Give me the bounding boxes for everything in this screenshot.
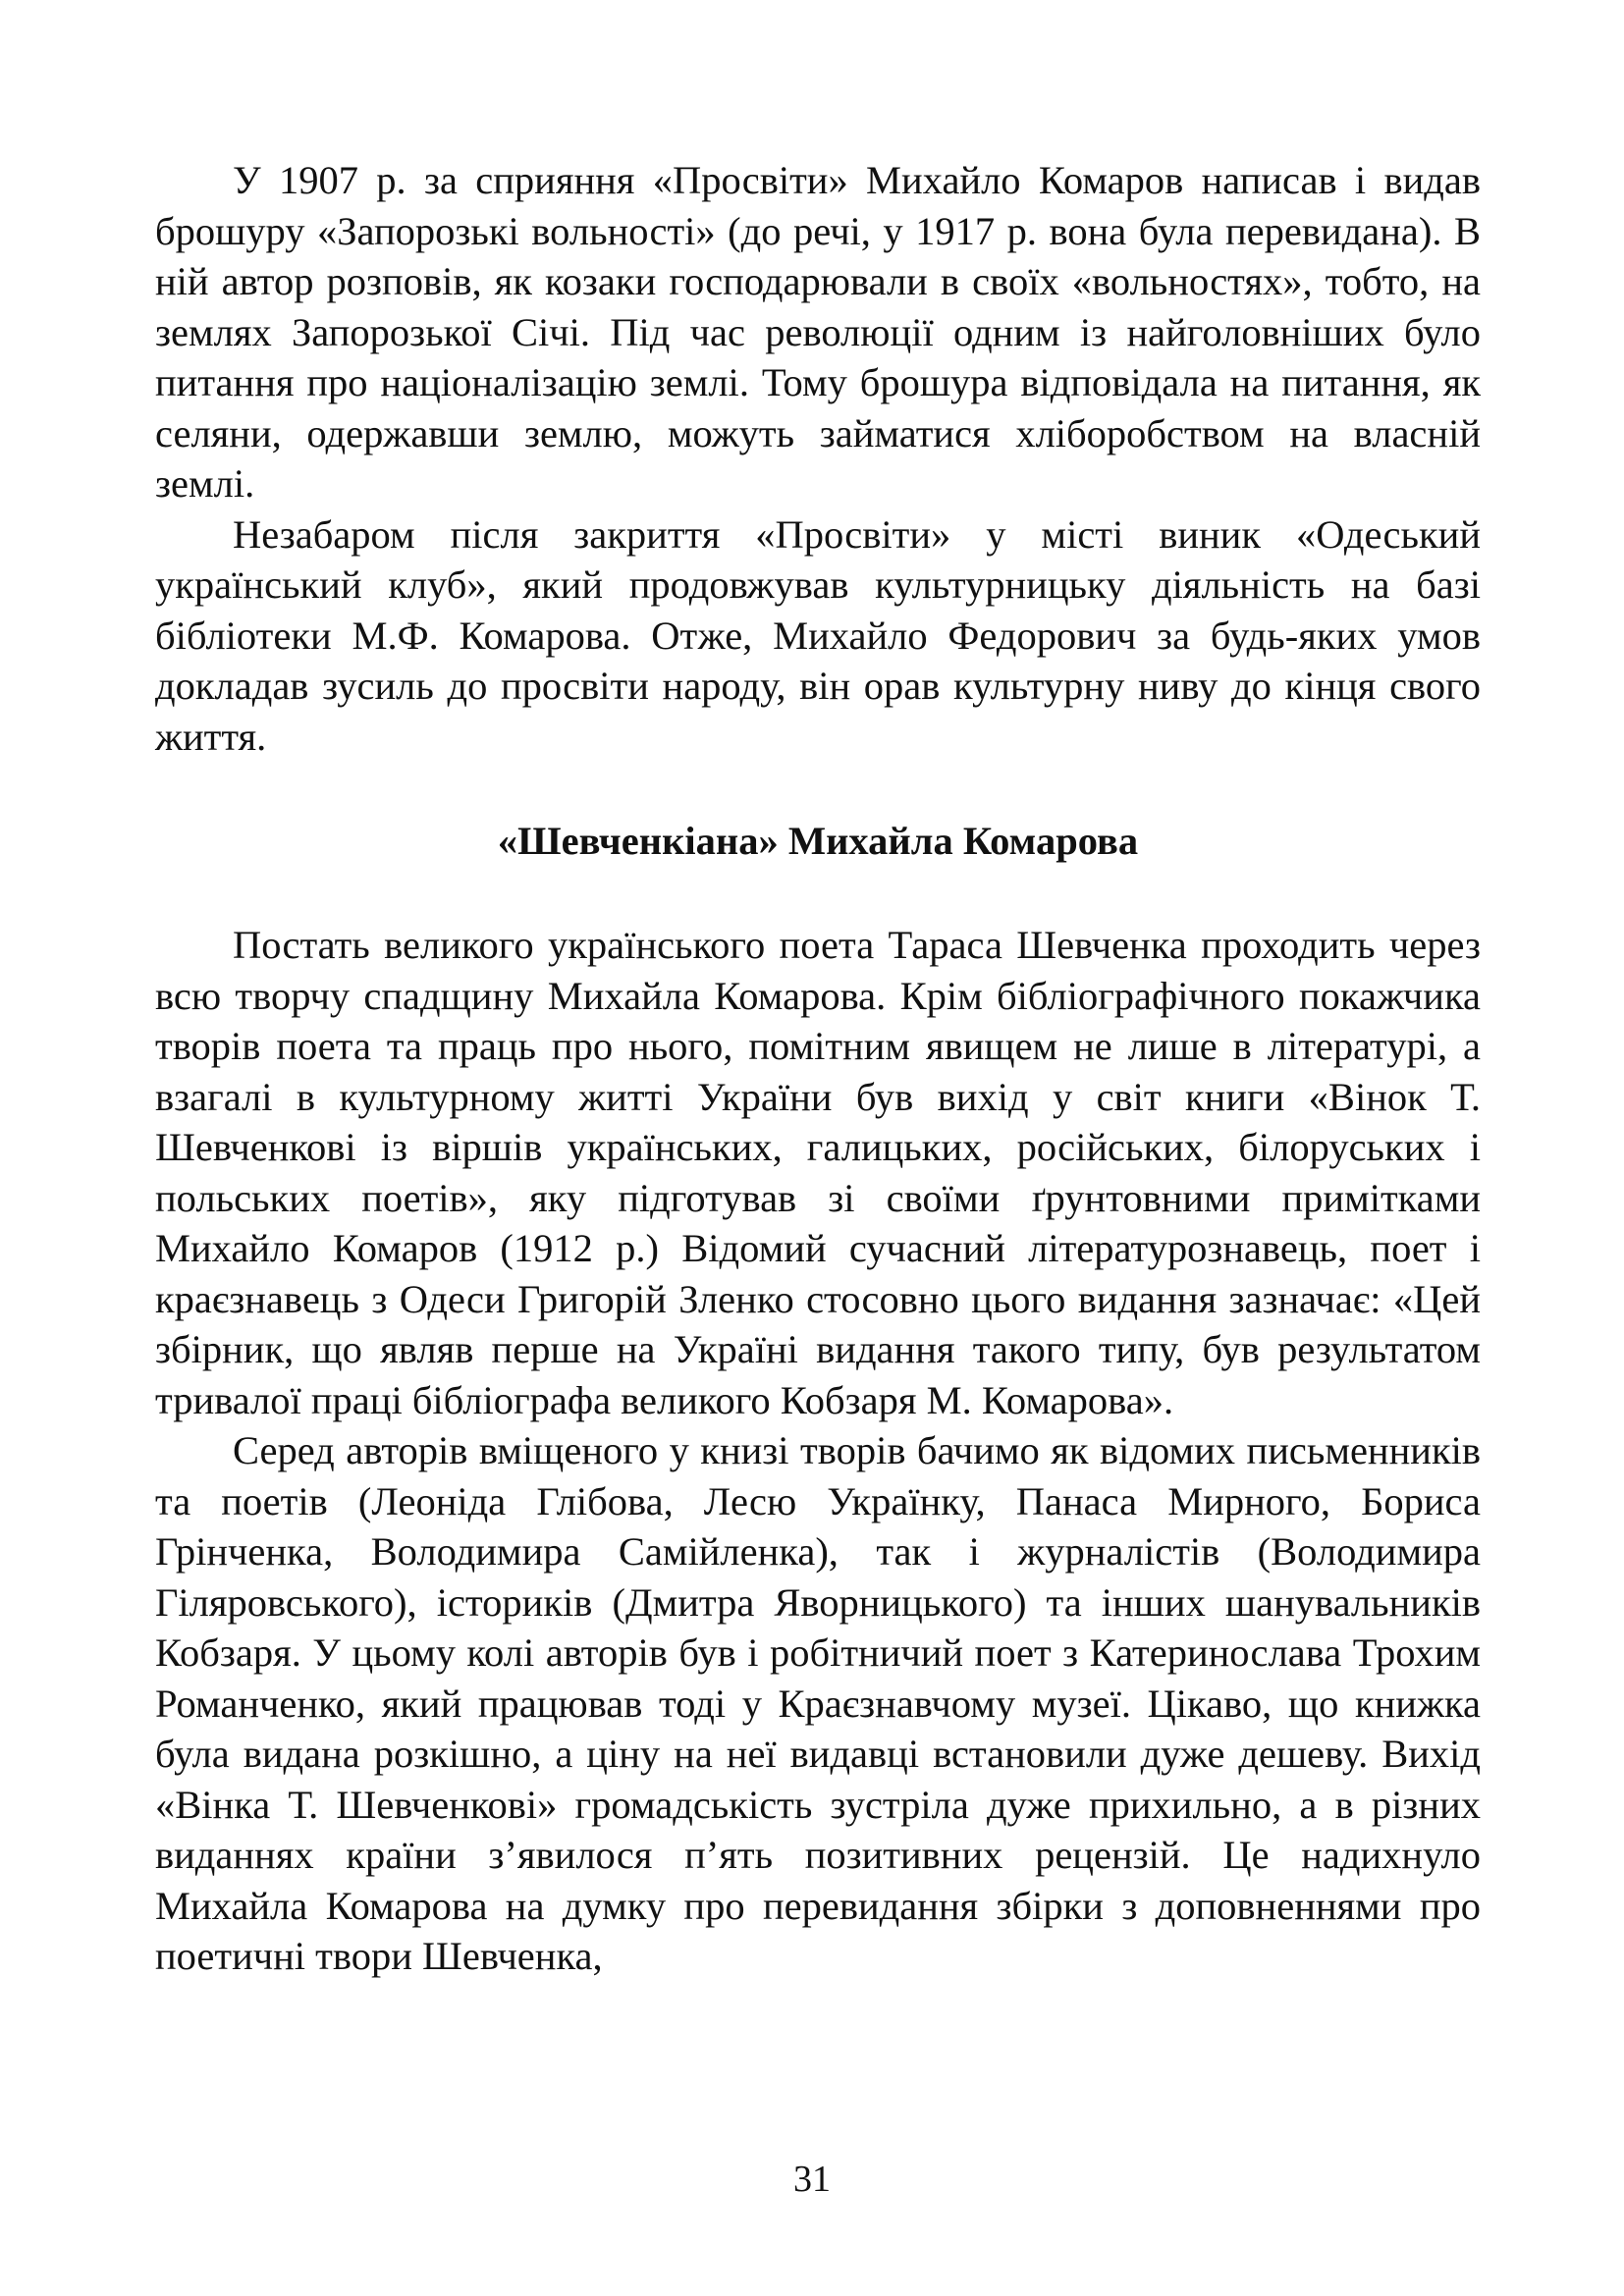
paragraph-2: Незабаром після закриття «Просвіти» у місті виник «Одеський український клуб», який продовжував культурницьку діяльність на базі бібліотеки М.Ф. Комарова. Отже, Михайло Федорович за будь-яких умов докладав зусиль до просвіти народу, він орав культурну ниву до кінця свого життя.: [155, 511, 1481, 759]
section-heading: «Шевченкіана» Михайла Комарова: [497, 818, 1139, 863]
paragraph-3: Постать великого українського поета Тараса Шевченка проходить через всю творчу спадщину Михайла Комарова. Крім бібліографічного покажчика творів поета та праць про нього, помітним явищем не лише в літературі, а взагалі в культурному житті України був вихід у світ книги «Вінок Т. Шевченкові із віршів українських, галицьких, російських, білоруських і польських поетів», яку підготував зі своїми ґрунтовними примітками Михайло Комаров (1912 р.) Відомий сучасний літературознавець, поет і краєзнавець з Одеси Григорій Зленко стосовно цього видання зазначає: «Цей збірник, що являв перше на Україні видання такого типу, був результатом тривалої праці бібліографа великого Кобзаря М. Комарова».: [155, 923, 1481, 1422]
paragraph-4: Серед авторів вміщеного у книзі творів бачимо як відомих письменників та поетів (Леоніда Глібова, Лесю Українку, Панаса Мирного, Бориса Грінченка, Володимира Самійленка), так і журналістів (Володимира Гіляровського), істориків (Дмитра Яворницького) та інших шанувальників Кобзаря. У цьому колі авторів був і робітничий поет з Катеринослава Трохим Романченко, який працював тоді у Краєзнавчому музеї. Цікаво, що книжка була видана розкішно, а ціну на неї видавці встановили дуже дешеву. Вихід «Вінка Т. Шевченкові» громадськість зустріла дуже прихильно, а в різних виданнях країни з’явилося п’ять позитивних рецензій. Це надихнуло Михайла Комарова на думку про перевидання збірки з доповненнями про поетичні твори Шевченка,: [155, 1428, 1481, 1978]
section-heading-wrap: [155, 762, 1481, 920]
paragraph-1: У 1907 р. за сприяння «Просвіти» Михайло Комаров написав і видав брошуру «Запорозькі вольності» (до речі, у 1917 р. вона була перевидана). В ній автор розповів, як козаки господарювали в своїх «вольностях», тобто, на землях Запорозької Січі. Під час революції одним із найголовніших було питання про націоналізацію землі. Тому брошура відповідала на питання, як селяни, одержавши землю, можуть займатися хліборобством на власній землі.: [155, 158, 1481, 506]
page-number: 31: [793, 2159, 831, 2200]
page-body: [155, 155, 1481, 1982]
